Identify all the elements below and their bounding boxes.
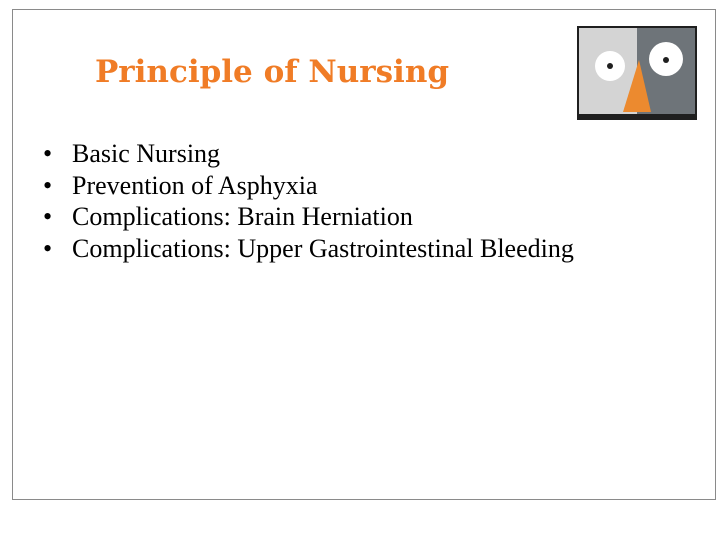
bullet-text: Complications: Upper Gastrointestinal Bleeding [72,233,574,263]
list-item [39,138,619,170]
bullet-dot: • [43,233,53,263]
owl-logo-icon [577,26,697,120]
list-item [39,233,619,265]
bullet-dot: • [43,170,53,200]
slide [12,9,716,500]
bullet-dot: • [43,202,53,231]
bullet-list [39,138,619,264]
slide-title: Principle of Nursing [95,54,450,90]
list-item [39,170,619,202]
bullet-text: Prevention of Asphyxia [72,170,318,200]
bullet-text: Complications: Brain Herniation [72,202,413,231]
bullet-dot: • [43,139,53,168]
list-item [39,201,619,233]
bullet-text: Basic Nursing [72,139,221,168]
